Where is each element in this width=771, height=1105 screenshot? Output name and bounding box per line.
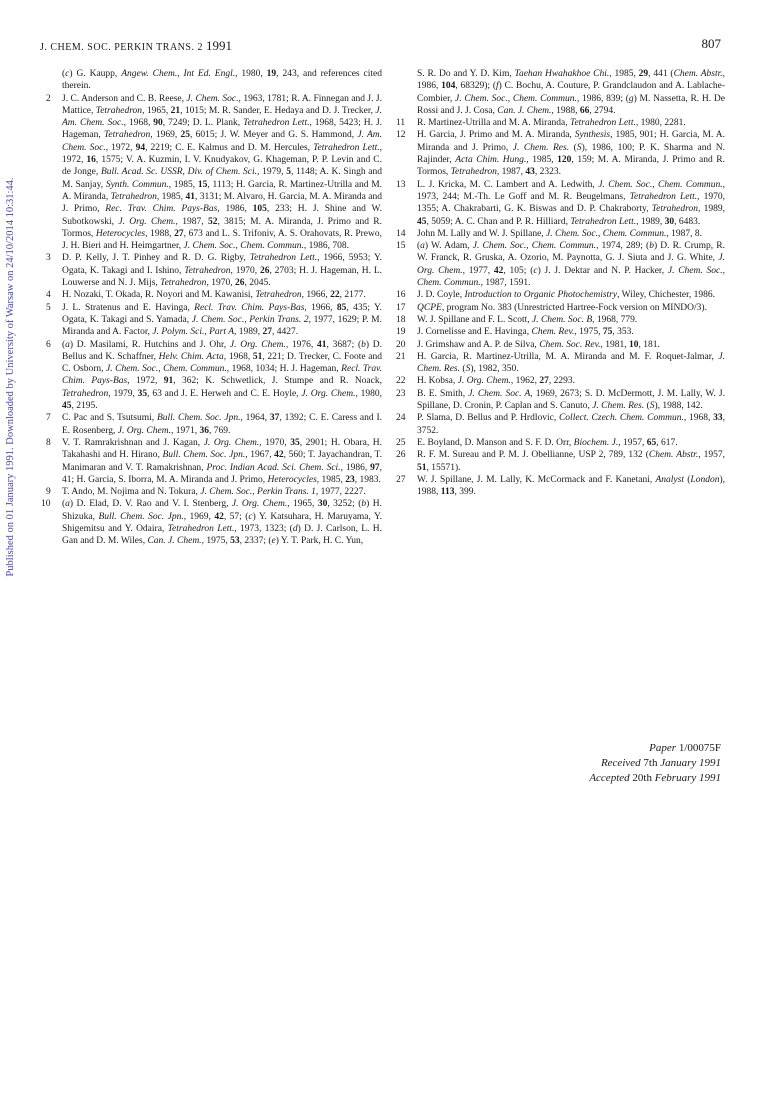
- reference-number: 18: [396, 314, 406, 325]
- reference-13: [396, 179, 725, 228]
- journal-name: J. CHEM. SOC. PERKIN TRANS. 2: [40, 42, 203, 53]
- accepted-date: February 1991: [654, 772, 721, 784]
- reference-number: 11: [396, 118, 406, 129]
- reference-6: [48, 339, 382, 413]
- received-date: January 1991: [660, 757, 721, 769]
- references-right-column: [396, 68, 726, 498]
- running-header: [40, 38, 721, 54]
- reference-number: 13: [396, 179, 406, 190]
- reference-continuation: [48, 68, 382, 93]
- reference-number: 3: [46, 253, 51, 264]
- reference-number: 9: [46, 487, 51, 498]
- reference-text: J. Grimshaw and A. P. de Silva, Chem. Soc. Rev., 1981, 10, 181.: [417, 339, 660, 350]
- reference-number: 22: [396, 376, 406, 387]
- references-left-column: [41, 68, 383, 548]
- reference-4: [48, 289, 382, 301]
- accepted-label: Accepted: [589, 772, 630, 784]
- reference-22: [396, 375, 725, 387]
- reference-number: 4: [46, 290, 51, 301]
- reference-text: J. L. Stratenus and E. Havinga, Recl. Trav. Chim. Pays-Bas, 1966, 85, 435; Y. Ogata, K. Takagi and S. Yamada, J. Chem. Soc., Perkin Trans. 2, 1977, 1629; P. M. Miranda and A. Factor, J. Polym. Sci., Part A, 1989, 27, 4427.: [62, 302, 382, 338]
- reference-18: [396, 314, 725, 326]
- reference-9: [48, 486, 382, 498]
- reference-number: 14: [396, 228, 406, 239]
- reference-number: 27: [396, 474, 406, 485]
- reference-7: [48, 412, 382, 437]
- reference-number: 25: [396, 437, 406, 448]
- received-line: [501, 756, 721, 771]
- reference-text: P. Slama, D. Bellus and P. Hrdlovic, Collect. Czech. Chem. Commun., 1968, 33, 3752.: [417, 413, 725, 436]
- reference-23: [396, 388, 725, 413]
- received-label: Received: [600, 757, 641, 769]
- reference-text: QCPE, program No. 383 (Unrestricted Hartree-Fock version on MINDO/3).: [417, 302, 707, 313]
- reference-text: W. J. Spillane and F. L. Scott, J. Chem. Soc. B, 1968, 779.: [417, 314, 638, 325]
- accepted-line: [501, 771, 721, 786]
- reference-text: (a) D. Elad, D. V. Rao and V. I. Stenberg, J. Org. Chem., 1965, 30, 3252; (b) H. Shizuka, Bull. Chem. Soc. Jpn., 1969, 42, 57; (c) Y. Katsuhara, H. Maruyama, Y. Shigemitsu and Y. Odaira, Tetrahedron Lett., 1973, 1323; (d) D. J. Carlson, L. H. Gan and D. M. Wiles, Can. J. Chem., 1975, 53, 2337; (e) Y. T. Park, H. C. Yun,: [62, 499, 382, 547]
- reference-number: 19: [396, 327, 406, 338]
- reference-text: L. J. Kricka, M. C. Lambert and A. Ledwith, J. Chem. Soc., Chem. Commun., 1973, 244; M.-Th. Le Goff and M. R. Beugelmans, Tetrahedron Lett., 1970, 1355; A. Chakrabarti, G. K. Biswas and D. P. Chakraborty, Tetrahedron, 1989, 45, 5059; A. C. Chan and P. R. Hilliard, Tetrahedron Lett., 1989, 30, 6483.: [417, 179, 725, 227]
- reference-text: R. Martinez-Utrilla and M. A. Miranda, Tetrahedron Lett., 1980, 2281.: [417, 118, 686, 129]
- reference-number: 24: [396, 413, 406, 424]
- download-watermark: Published on 01 January 1991. Downloaded by University of Warsaw on 24/10/2014 10:31:44.: [5, 177, 16, 577]
- reference-3: [48, 252, 382, 289]
- reference-text: W. J. Spillane, J. M. Lally, K. McCormack and F. Kanetani, Analyst (London), 1988, 113, 399.: [417, 474, 725, 498]
- reference-number: 8: [46, 437, 51, 448]
- accepted-day: 20th: [632, 772, 652, 784]
- reference-number: 2: [46, 93, 51, 104]
- journal-title: [40, 38, 232, 54]
- reference-text: V. T. Ramrakrishnan and J. Kagan, J. Org. Chem., 1970, 35, 2901; H. Obara, H. Takahashi and H. Hirano, Bull. Chem. Soc. Jpn., 1967, 42, 560; T. Jayachandran, T. Manimaran and V. T. Ramakrishnan, Proc. Indian Acad. Sci. Chem. Sci., 1986, 97, 41; H. Garcia, S. Iborra, M. A. Miranda and J. Primo, Heterocycles, 1985, 23, 1983.: [62, 437, 383, 485]
- reference-text: C. Pac and S. Tsutsumi, Bull. Chem. Soc. Jpn., 1964, 37, 1392; C. E. Caress and I. E. Rosenberg, J. Org. Chem., 1971, 36, 769.: [62, 413, 382, 436]
- reference-text: H. Garcia, J. Primo and M. A. Miranda, Synthesis, 1985, 901; H. Garcia, M. A. Miranda and J. Primo, J. Chem. Res. (S), 1986, 100; P. K. Sharma and N. Rajinder, Acta Chim. Hung., 1985, 120, 159; M. A. Miranda, J. Primo and R. Tormos, Tetrahedron, 1987, 43, 2323.: [417, 130, 725, 178]
- reference-number: 10: [41, 499, 51, 510]
- reference-text: H. Nozaki, T. Okada, R. Noyori and M. Kawanisi, Tetrahedron, 1966, 22, 2177.: [62, 290, 366, 301]
- reference-number: 17: [396, 302, 406, 313]
- paper-line: [501, 741, 721, 756]
- reference-text: (a) W. Adam, J. Chem. Soc., Chem. Commun., 1974, 289; (b) D. R. Crump, R. W. Franck, R. Gruska, A. Ozorio, M. Paynotta, G. J. Siuta and J. G. White, J. Org. Chem., 1977, 42, 105; (c) J. J. Dektar and N. P. Hacker, J. Chem. Soc., Chem. Commun., 1987, 1591.: [417, 241, 725, 289]
- received-day: 7th: [643, 757, 658, 769]
- reference-text: (a) D. Masilami, R. Hutchins and J. Ohr, J. Org. Chem., 1976, 41, 3687; (b) D. Bellus and K. Schaffner, Helv. Chim. Acta, 1968, 51, 221; D. Trecker, C. Foote and C. Osborn, J. Chem. Soc., Chem. Commun., 1968, 1034; H. J. Hageman, Recl. Trav. Chim. Pays-Bas, 1972, 91, 362; K. Schwetlick, J. Stumpe and R. Noack, Tetrahedron, 1979, 35, 63 and J. E. Herweh and C. E. Hoyle, J. Org. Chem., 1980, 45, 2195.: [62, 339, 383, 412]
- reference-2: [48, 93, 382, 253]
- reference-text: John M. Lally and W. J. Spillane, J. Chem. Soc., Chem. Commun., 1987, 8.: [417, 228, 702, 239]
- reference-number: 5: [46, 302, 51, 313]
- reference-text: H. Kobsa, J. Org. Chem., 1962, 27, 2293.: [417, 376, 575, 387]
- reference-11: [396, 117, 725, 129]
- reference-20: [396, 339, 725, 351]
- submission-dates: [501, 741, 721, 786]
- reference-number: 21: [396, 351, 406, 362]
- reference-text: B. E. Smith, J. Chem. Soc. A, 1969, 2673; S. D. McDermott, J. M. Lally, W. J. Spillane, D. Cronin, P. Caplan and S. Canuto, J. Chem. Res. (S), 1988, 142.: [417, 388, 725, 412]
- reference-text: T. Ando, M. Nojima and N. Tokura, J. Chem. Soc., Perkin Trans. 1, 1977, 2227.: [62, 487, 366, 498]
- reference-14: [396, 228, 725, 240]
- reference-text: J. C. Anderson and C. B. Reese, J. Chem. Soc., 1963, 1781; R. A. Finnegan and J. J. Mattice, Tetrahedron, 1965, 21, 1015; M. R. Sander, E. Hedaya and D. J. Trecker, J. Am. Chem. Soc., 1968, 90, 7249; D. L. Plank, Tetrahedron Lett., 1968, 5423; H. J. Hageman, Tetrahedron, 1969, 25, 6015; J. W. Meyer and G. S. Hammond, J. Am. Chem. Soc., 1972, 94, 2219; C. E. Kalmus and D. M. Hercules, Tetrahedron Lett., 1972, 16, 1575; V. A. Kuzmin, I. V. Knudyakov, G. Khageman, P. P. Levin and C. de Jonge, Bull. Acad. Sc. USSR, Div. of Chem. Sci., 1979, 5, 1148; A. K. Singh and M. Sanjay, Synth. Commun., 1985, 15, 1113; H. Garcia, R. Martinez-Utrilla and M. A. Miranda, Tetrahedron, 1985, 41, 3131; M. Alvaro, H. Garcia, M. A. Miranda and J. Primo, Rec. Trav. Chim. Pays-Bas, 1986, 105, 233; H. J. Shine and W. Subotkowski, J. Org. Chem., 1987, 52, 3815; M. A. Miranda, J. Primo and R. Tormos, Heterocycles, 1988, 27, 673 and L. S. Trifoniv, A. S. Orahovats, R. Prewo, J. H. Bieri and H. Heimgartner, J. Chem. Soc., Chem. Commun., 1986, 708.: [62, 93, 383, 252]
- reference-5: [48, 302, 382, 339]
- reference-text: H. Garcia, R. Martinez-Utrilla, M. A. Miranda and M. F. Roquet-Jalmar, J. Chem. Res. (S), 1982, 350.: [417, 351, 725, 375]
- reference-24: [396, 412, 725, 437]
- reference-17: [396, 302, 725, 314]
- reference-number: 26: [396, 450, 406, 461]
- reference-number: 23: [396, 388, 406, 399]
- reference-21: [396, 351, 725, 376]
- reference-number: 6: [46, 339, 51, 350]
- reference-number: 20: [396, 339, 406, 350]
- reference-8: [48, 437, 382, 486]
- journal-year: 1991: [205, 38, 232, 53]
- reference-19: [396, 326, 725, 338]
- reference-text: (c) G. Kaupp, Angew. Chem., Int Ed. Engl., 1980, 19, 243, and references cited therein.: [62, 69, 383, 92]
- reference-number: 15: [396, 241, 406, 252]
- page-number: 807: [701, 36, 721, 51]
- reference-number: 12: [396, 130, 406, 141]
- reference-continuation: [403, 68, 725, 117]
- paper-label: Paper: [649, 742, 677, 754]
- reference-text: D. P. Kelly, J. T. Pinhey and R. D. G. Rigby, Tetrahedron Lett., 1966, 5953; Y. Ogata, K. Takagi and I. Ishino, Tetrahedron, 1970, 26, 2703; H. J. Hageman, H. L. Louwerse and N. J. Mijs, Tetrahedron, 1970, 26, 2045.: [62, 253, 383, 289]
- reference-27: [396, 474, 725, 499]
- reference-text: J. Cornelisse and E. Havinga, Chem. Rev., 1975, 75, 353.: [417, 327, 634, 338]
- reference-number: 16: [396, 290, 406, 301]
- reference-text: J. D. Coyle, Introduction to Organic Photochemistry, Wiley, Chichester, 1986.: [417, 290, 716, 301]
- reference-15: [396, 240, 725, 289]
- reference-text: S. R. Do and Y. D. Kim, Taehan Hwahakhoe Chi., 1985, 29, 441 (Chem. Abstr., 1986, 104, 68329); (f) C. Bochu, A. Couture, P. Grandclaudon and A. Lablache-Combier, J. Chem. Soc., Chem. Commun., 1986, 839; (g) M. Nassetta, R. H. De Rossi and J. J. Cosa, Can. J. Chem., 1988, 66, 2794.: [417, 69, 726, 116]
- reference-text: E. Boyland, D. Manson and S. F. D. Orr, Biochem. J., 1957, 65, 617.: [417, 437, 678, 448]
- reference-10: [41, 498, 382, 547]
- paper-id: 1/00075F: [678, 742, 721, 754]
- reference-text: R. F. M. Sureau and P. M. J. Obellianne, USP 2, 789, 132 (Chem. Abstr., 1957, 51, 15571).: [417, 450, 725, 473]
- reference-26: [396, 449, 725, 474]
- reference-number: 7: [46, 413, 51, 424]
- reference-12: [396, 129, 725, 178]
- reference-25: [396, 437, 725, 449]
- reference-16: [396, 289, 725, 301]
